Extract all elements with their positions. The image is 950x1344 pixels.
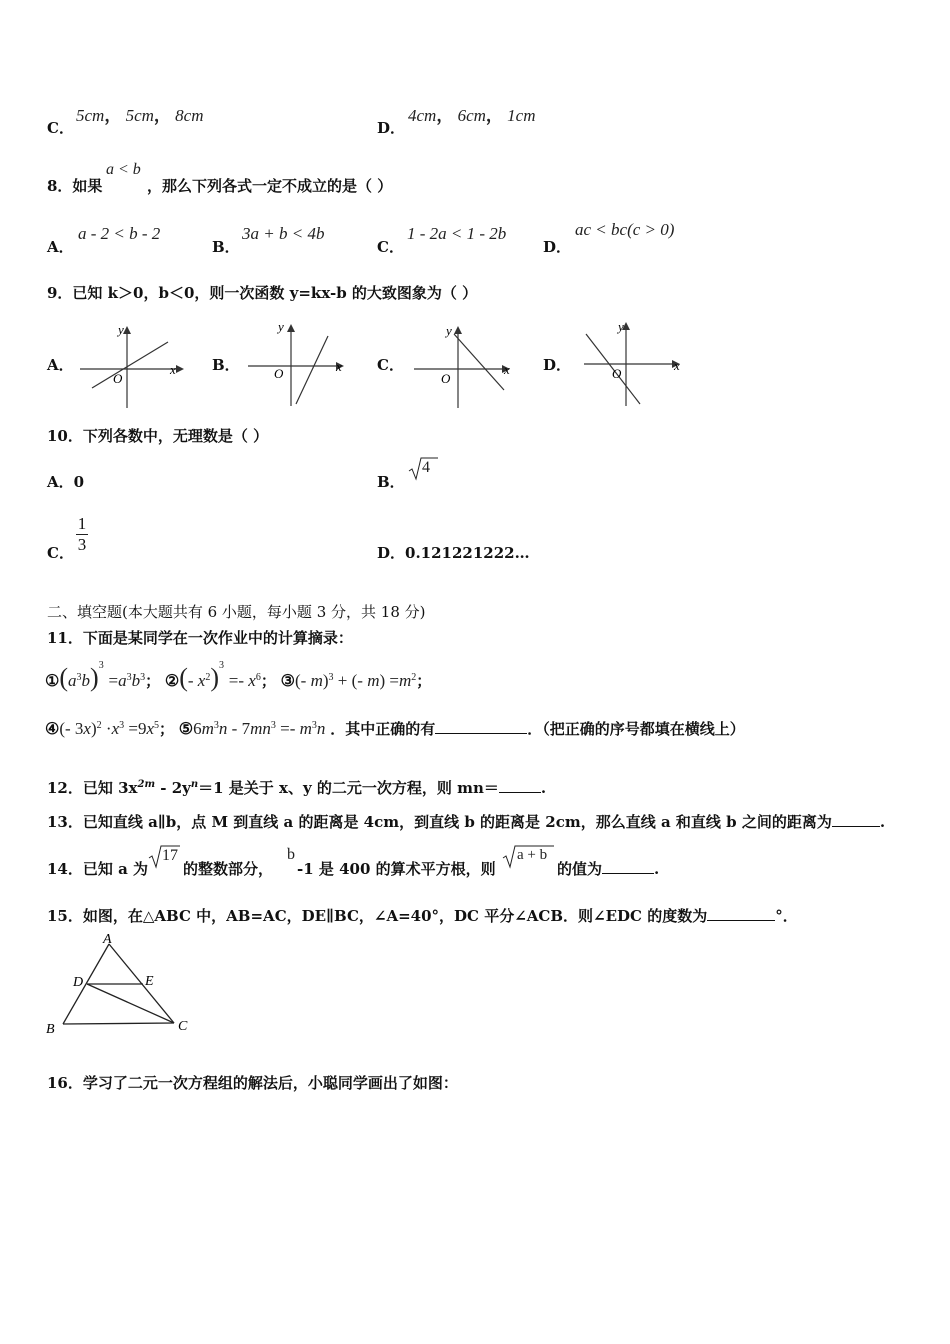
q9-option-c-label: C． <box>377 356 404 374</box>
q14-prefix: 14．已知 a 为 <box>47 860 149 878</box>
q8-option-c-expr: 1 - 2a < 1 - 2b <box>407 224 507 243</box>
q8-condition: a < b <box>106 161 141 178</box>
q9-graph-d <box>580 318 690 408</box>
svg-text:D: D <box>73 975 84 990</box>
q10-option-a-label: A．0 <box>47 473 85 491</box>
svg-text:O: O <box>441 371 451 386</box>
section-2-title: 二、填空题(本大题共有 6 小题，每小题 3 分，共 18 分) <box>47 603 426 621</box>
q16-text: 16．学习了二元一次方程组的解法后，小聪同学画出了如图： <box>47 1074 458 1092</box>
svg-text:O: O <box>274 366 284 381</box>
q8-option-d-label: D． <box>543 238 572 256</box>
q12-text: 12．已知 $3x^{2m} - 2y^n=1$ 是关于 x、y 的二元一次方程，则 mn＝ . <box>47 779 547 797</box>
svg-text:C: C <box>178 1019 188 1034</box>
q7-option-d-label: D． <box>377 119 406 137</box>
q9-option-b-label: B． <box>212 356 240 374</box>
svg-text:O: O <box>113 371 123 386</box>
q9-option-a-label: A． <box>47 356 74 374</box>
q11-stem: 11．下面是某同学在一次作业中的计算摘录： <box>47 629 353 647</box>
svg-text:y: y <box>118 322 124 337</box>
svg-text:y: y <box>278 319 284 334</box>
q13-text: 13．已知直线 a∥b，点 M 到直线 a 的距离是 4cm，到直线 b 的距离是 2cm，那么直线 a 和直线 b 之间的距离为 . <box>47 813 886 831</box>
q9-graph-a <box>76 320 191 410</box>
q9-option-d-label: D． <box>543 356 572 374</box>
q8-option-b-label: B． <box>212 238 240 256</box>
q8-option-c-label: C． <box>377 238 404 256</box>
svg-text:O: O <box>612 366 622 381</box>
q15-text: 15．如图，在△ABC 中，AB=AC，DE∥BC，∠A=40°，DC 平分∠ACB．则∠EDC 的度数为 °． <box>47 907 798 925</box>
svg-text:A: A <box>103 932 112 947</box>
svg-text:x: x <box>170 362 176 377</box>
q13-answer-blank[interactable] <box>832 812 880 827</box>
q15-triangle-figure <box>40 930 200 1042</box>
q9-stem: 9．已知 k＞0，b＜0，则一次函数 y=kx-b 的大致图象为（ ） <box>47 284 478 302</box>
q10-option-d: D．0.121221222… <box>377 544 530 562</box>
q15-answer-blank[interactable] <box>707 906 775 921</box>
q8-option-b-expr: 3a + b < 4b <box>242 224 325 243</box>
q8-option-d-expr: ac < bc(c > 0) <box>575 220 675 239</box>
q11-line-2: ④(- $3x)^2 \cdot x^3 =9x^5$； $⑤6m^3n - 7mn^3 =- m^3n$ ．其中正确的有 ．（把正确的序号都填在横线上） <box>45 719 745 738</box>
svg-text:y: y <box>446 323 452 338</box>
q14-b: b <box>287 846 295 863</box>
svg-text:x: x <box>674 358 680 373</box>
q8-stem: ，那么下列各式一定不成立的是（ ） <box>147 177 393 195</box>
q10-option-b-label: B． <box>377 473 405 491</box>
q11-line-1: $①(a^3b)^3 =a^3b^3$； ②(- $x^2)^3 =- x^6$； ③(- m)$^3$ + (- $m) =m^2$； <box>45 660 432 692</box>
svg-text:B: B <box>46 1022 55 1037</box>
q10-option-c-fraction: 1 3 <box>77 514 87 554</box>
q7-option-d-values: 4cm， 6cm， 1cm <box>408 106 536 125</box>
q11-answer-blank[interactable] <box>435 719 527 734</box>
q10-stem: 10．下列各数中，无理数是（ ） <box>47 427 269 445</box>
q14-answer-blank[interactable] <box>602 859 654 874</box>
q14-sqrt-17: 17 <box>148 844 180 870</box>
q7-option-c-label: C． <box>47 119 74 137</box>
q8-number: 8．如果 <box>47 177 103 195</box>
svg-text:x: x <box>504 362 510 377</box>
svg-text:y: y <box>618 319 624 334</box>
q9-graph-b <box>244 318 354 408</box>
q10-option-c-label: C． <box>47 544 74 562</box>
q12-answer-blank[interactable] <box>499 778 541 793</box>
q9-graph-c <box>410 320 520 410</box>
q8-option-a-expr: a - 2 < b - 2 <box>78 224 161 243</box>
q14-middle-2: -1 是 400 的算术平方根，则 <box>297 860 496 878</box>
q7-option-c-values: 5cm， 5cm， 8cm <box>76 106 204 125</box>
q8-option-a-label: A． <box>47 238 74 256</box>
q14-sqrt-a-plus-b: a + b <box>502 844 554 870</box>
svg-text:x: x <box>336 359 342 374</box>
q14-suffix: 的值为 . <box>557 860 660 878</box>
svg-text:E: E <box>145 974 154 989</box>
q14-middle: 的整数部分， <box>183 860 274 878</box>
